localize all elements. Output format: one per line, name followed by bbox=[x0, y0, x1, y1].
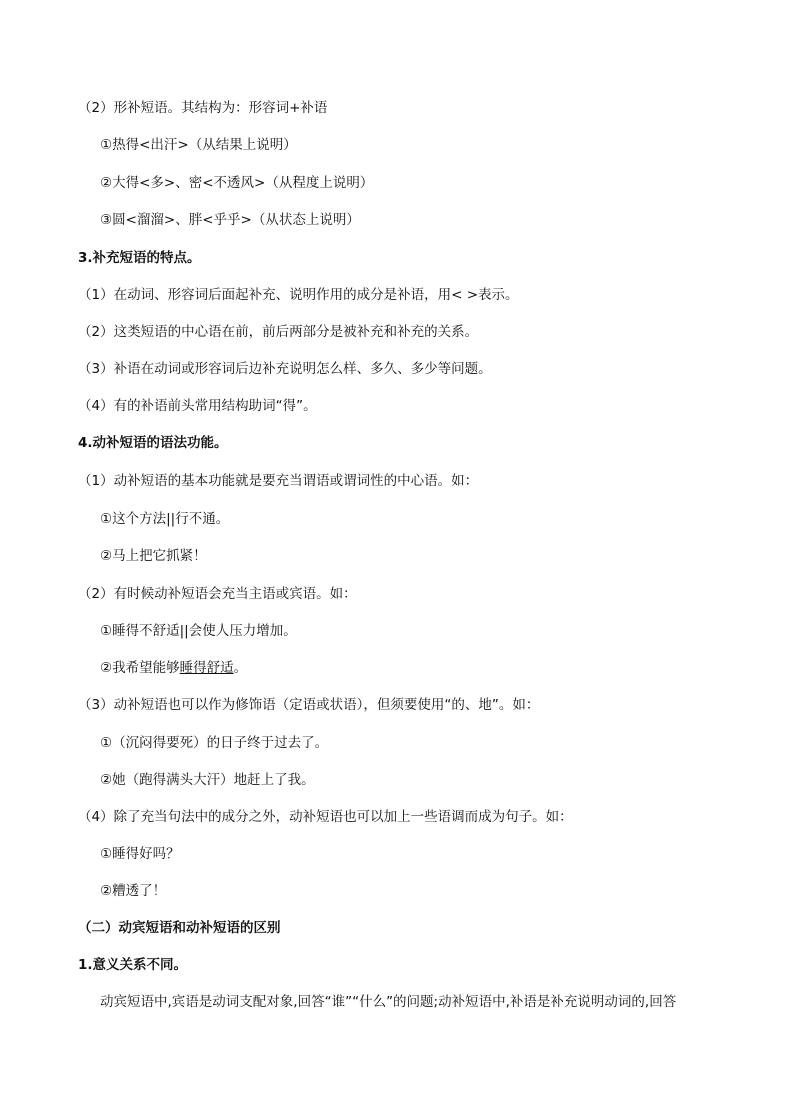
example-line: ①热得<出汗>（从结果上说明） bbox=[100, 137, 297, 153]
paragraph-line: （1）动补短语的基本功能就是要充当谓语或谓词性的中心语。如： bbox=[78, 473, 479, 489]
example-line: ①（沉闷得要死）的日子终于过去了。 bbox=[100, 735, 329, 751]
example-line: ③圆<溜溜>、胖<乎乎>（从状态上说明） bbox=[100, 212, 360, 228]
paragraph-line: 动宾短语中,宾语是动词支配对象,回答“谁”“什么”的问题;动补短语中,补语是补充说明动词的,回答 bbox=[100, 994, 677, 1010]
paragraph-line: （1）在动词、形容词后面起补充、说明作用的成分是补语，用< >表示。 bbox=[78, 287, 519, 303]
example-prefix: ②我希望能够 bbox=[100, 660, 180, 676]
paragraph-line: （2）这类短语的中心语在前，前后两部分是被补充和补充的关系。 bbox=[78, 324, 479, 340]
example-line: ②她（跑得满头大汗）地赶上了我。 bbox=[100, 772, 315, 788]
paragraph-line: （2）有时候动补短语会充当主语或宾语。如： bbox=[78, 586, 357, 602]
section-heading: 1.意义关系不同。 bbox=[78, 957, 188, 973]
paragraph-line: （3）补语在动词或形容词后边补充说明怎么样、多久、多少等问题。 bbox=[78, 361, 492, 377]
example-line: ①这个方法||行不通。 bbox=[100, 511, 230, 527]
example-line bbox=[100, 656, 247, 680]
subsection-heading: （二）动宾短语和动补短语的区别 bbox=[78, 920, 281, 936]
paragraph-line: （4）有的补语前头常用结构助词“得”。 bbox=[78, 398, 317, 414]
section-heading: 4.动补短语的语法功能。 bbox=[78, 435, 228, 451]
paragraph-line: （3）动补短语也可以作为修饰语（定语或状语），但须要使用“的、地”。如： bbox=[78, 697, 540, 713]
paragraph-line: （4）除了充当句法中的成分之外，动补短语也可以加上一些语调而成为句子。如： bbox=[78, 809, 573, 825]
example-line: ②马上把它抓紧！ bbox=[100, 548, 207, 564]
example-line: ②大得<多>、密<不透风>（从程度上说明） bbox=[100, 175, 374, 191]
paragraph-line: （2）形补短语。其结构为：形容词+补语 bbox=[78, 100, 328, 116]
underlined-phrase: 睡得舒适 bbox=[179, 660, 234, 676]
example-line: ②糟透了！ bbox=[100, 883, 167, 899]
section-heading: 3.补充短语的特点。 bbox=[78, 250, 201, 266]
example-line: ①睡得不舒适||会使人压力增加。 bbox=[100, 623, 297, 639]
example-suffix: 。 bbox=[233, 660, 248, 676]
example-line: ①睡得好吗？ bbox=[100, 846, 180, 862]
